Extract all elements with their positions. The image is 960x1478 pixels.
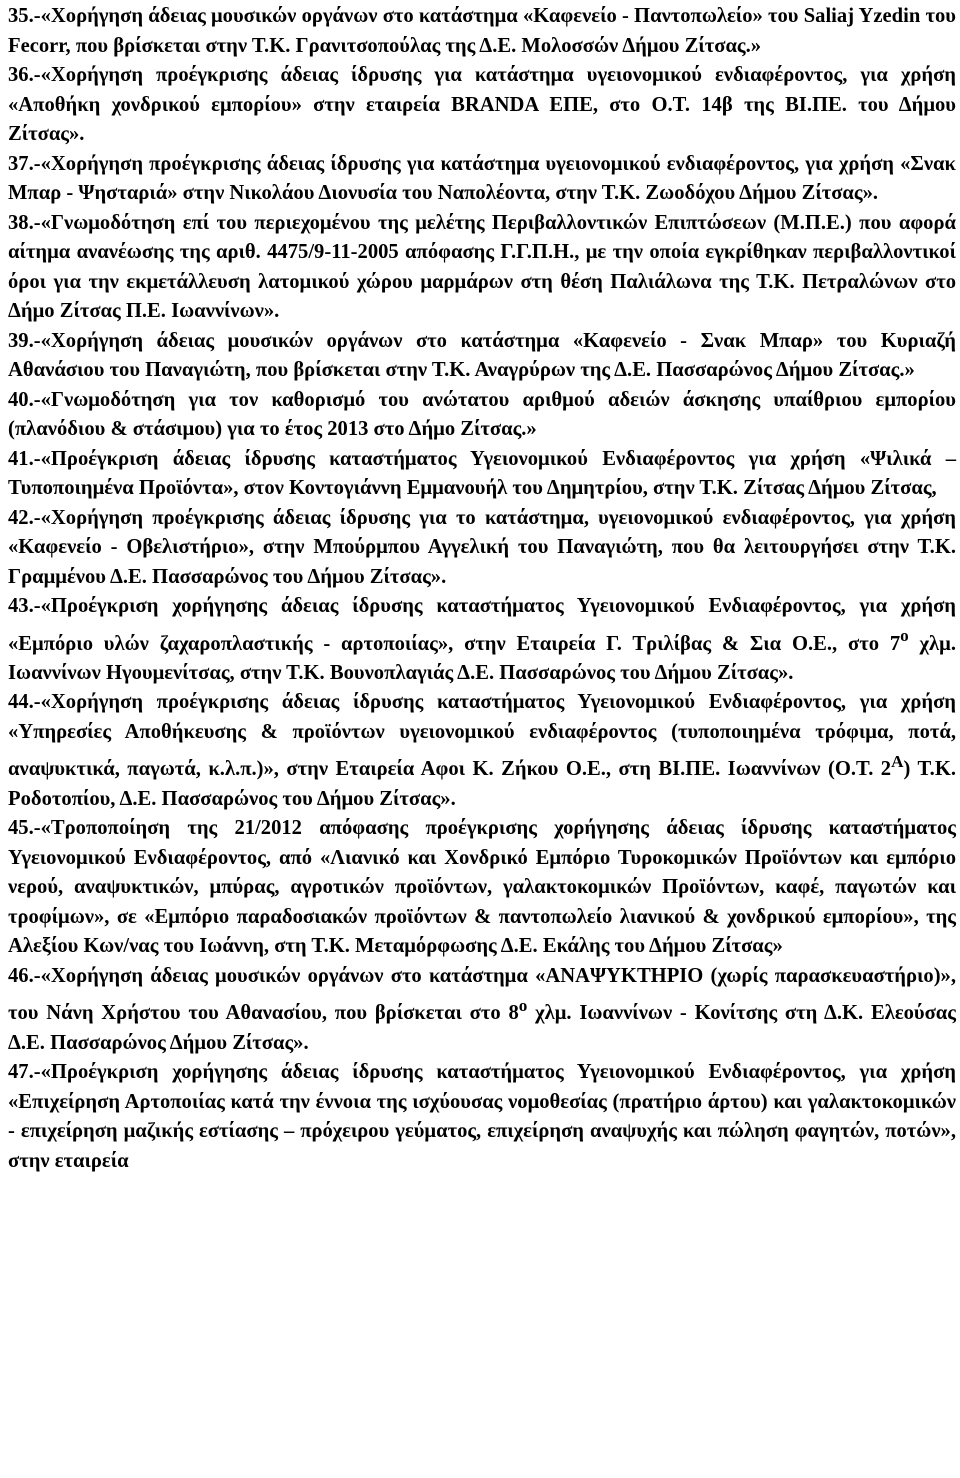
item-number: 38.: [8, 211, 34, 234]
item-text: -«Χορήγηση προέγκρισης άδειας ίδρυσης για κατάστημα υγειονομικού ενδιαφέροντος, για χρήση «Σνακ Μπαρ - Ψησταριά» στην Νικολάου Διονυσία του Ναπολέοντα, στην Τ.Κ. Ζωοδόχου Δήμου Ζίτσας».: [8, 152, 956, 204]
item-text: -«Προέγκριση άδειας ίδρυσης καταστήματος Υγειονομικού Ενδιαφέροντος για χρήση «Ψιλικά – Τυποποιημένα Προϊόντα», στον Κοντογιάννη Εμμανουήλ του Δημητρίου, στην Τ.Κ. Ζίτσας Δήμου Ζίτσας,: [8, 447, 956, 499]
superscript: Α: [891, 752, 904, 772]
item-text: -«Χορήγηση άδειας μουσικών οργάνων στο κατάστημα «Καφενείο - Σνακ Μπαρ» του Κυριαζή Αθανάσιου του Παναγιώτη, που βρίσκεται στην Τ.Κ. Αναγρύρων της Δ.Ε. Πασσαρώνος Δήμου Ζίτσας.»: [8, 329, 956, 381]
item-text: -«Τροποποίηση της 21/2012 απόφασης προέγκρισης χορήγησης άδειας ίδρυσης καταστήματος Υγειονομικού Ενδιαφέροντος, από «Λιανικό και Χονδρικό Εμπόριο Τυροκομικών Προϊόντων και εμπόριο νερού, αναψυκτικών, μπύρας, αγροτικών προϊόντων, γαλακτοκομικών Προϊόντων, καφέ, παγωτών και τροφίμων», σε «Εμπόριο παραδοσιακών προϊόντων & παντοπωλείο λιανικού & χονδρικού εμπορίου», της Αλεξίου Κων/νας του Ιωάννη, στη Τ.Κ. Μεταμόρφωσης Δ.Ε. Εκάλης του Δήμου Ζίτσας»: [8, 817, 956, 958]
item-number: 41.: [8, 447, 34, 470]
item-text-continued: ) Τ.Κ. Ροδοτοπίου, Δ.Ε. Πασσαρώνος του Δήμου Ζίτσας».: [8, 758, 956, 810]
agenda-item-39: [8, 327, 956, 386]
document-page: [8, 2, 956, 1176]
agenda-item-46: [8, 962, 956, 1058]
item-number: 36.: [8, 64, 34, 86]
item-text: -«Χορήγηση προέγκρισης άδειας ίδρυσης καταστήματος Υγειονομικού Ενδιαφέροντος, για χρήση «Υπηρεσίες Αποθήκευσης & προϊόντων υγειονομικού ενδιαφέροντος (τυποποιημένα τρόφιμα, ποτά, αναψυκτικά, παγωτά, κ.λ.π.)», στην Εταιρεία Αφοι Κ. Ζήκου Ο.Ε., στη ΒΙ.ΠΕ. Ιωαννίνων (Ο.Τ. 2: [8, 691, 956, 781]
item-text: -«Χορήγηση άδειας μουσικών οργάνων στο κατάστημα «ΑΝΑΨΥΚΤΗΡΙΟ (χωρίς παρασκευαστήριο)», του Νάνη Χρήστου του Αθανασίου, που βρίσκεται στο 8: [8, 964, 956, 1025]
agenda-item-37: [8, 150, 956, 209]
item-text: -«Γνωμοδότηση επί του περιεχομένου της μελέτης Περιβαλλοντικών Επιπτώσεων (Μ.Π.Ε.) που αφορά αίτημα ανανέωσης της αριθ. 4475/9-11-2005 απόφασης Γ.Γ.Π.Η., με την οποία εγκρίθηκαν περιβαλλοντικοί όροι για την εκμετάλλευση λατομικού χώρου μαρμάρων στη θέση Παλιάλωνα της Τ.Κ. Πετραλώνων στο Δήμο Ζίτσας Π.Ε. Ιωαννίνων».: [8, 211, 956, 322]
item-text: -«Προέγκριση χορήγησης άδειας ίδρυσης καταστήματος Υγειονομικού Ενδιαφέροντος, για χρήση «Εμπόριο υλών ζαχαροπλαστικής - αρτοποιίας», στην Εταιρεία Γ. Τριλίβας & Σια Ο.Ε., στο 7: [8, 595, 956, 655]
item-text: -«Γνωμοδότηση για τον καθορισμό του ανώτατου αριθμού αδειών άσκησης υπαίθριου εμπορίου (πλανόδιου & στάσιμου) για το έτος 2013 στο Δήμο Ζίτσας.»: [8, 388, 956, 440]
item-number: 35.: [8, 5, 34, 27]
item-text: -«Χορήγηση άδειας μουσικών οργάνων στο κατάστημα «Καφενείο - Παντοπωλείο» του Saliaj Yzedin του Fecorr, που βρίσκεται στην Τ.Κ. Γρανιτσοπούλας της Δ.Ε. Μολοσσών Δήμου Ζίτσας.»: [8, 5, 956, 57]
item-number: 37.: [8, 152, 34, 175]
item-number: 39.: [8, 329, 34, 352]
item-number: 43.: [8, 595, 34, 617]
item-text: -«Χορήγηση προέγκρισης άδειας ίδρυσης για το κατάστημα, υγειονομικού ενδιαφέροντος, για χρήση «Καφενείο - Οβελιστήριο», στην Μπούρμπου Αγγελική του Παναγιώτη, που θα λειτουργήσει στην Τ.Κ. Γραμμένου Δ.Ε. Πασσαρώνος του Δήμου Ζίτσας».: [8, 506, 956, 588]
item-number: 46.: [8, 964, 34, 987]
agenda-item-47: [8, 1058, 956, 1176]
agenda-item-42: [8, 504, 956, 593]
item-text: -«Προέγκριση χορήγησης άδειας ίδρυσης καταστήματος Υγειονομικού Ενδιαφέροντος, για χρήση «Επιχείρηση Αρτοποιίας κατά την έννοια της ισχύουσας νομοθεσίας (πρατήριο άρτου) και γαλακτοκομικών - επιχείρηση μαζικής εστίασης – πρόχειρου γεύματος, επιχείρηση αναψυχής και πώληση φαγητών, ποτών», στην εταιρεία: [8, 1061, 956, 1172]
agenda-item-45: [8, 814, 956, 962]
agenda-item-38: [8, 209, 956, 327]
agenda-item-41: [8, 445, 956, 504]
superscript: ο: [518, 996, 528, 1016]
agenda-item-40: [8, 386, 956, 445]
item-text-continued: χλμ. Ιωαννίνων - Κονίτσης στη Δ.Κ. Ελεούσας Δ.Ε. Πασσαρώνος Δήμου Ζίτσας».: [8, 1002, 956, 1054]
agenda-item-35: [8, 2, 956, 61]
agenda-item-44: [8, 688, 956, 814]
item-number: 42.: [8, 506, 34, 529]
item-number: 44.: [8, 691, 34, 714]
item-number: 45.: [8, 817, 34, 840]
agenda-item-36: [8, 61, 956, 150]
item-text: -«Χορήγηση προέγκρισης άδειας ίδρυσης για κατάστημα υγειονομικού ενδιαφέροντος, για χρήση «Αποθήκη χονδρικού εμπορίου» στην εταιρεία BRANDA ΕΠΕ, στο Ο.Τ. 14β της ΒΙ.ΠΕ. του Δήμου Ζίτσας».: [8, 64, 956, 145]
item-number: 47.: [8, 1061, 34, 1084]
item-text-continued: χλμ. Ιωαννίνων Ηγουμενίτσας, στην Τ.Κ. Βουνοπλαγιάς Δ.Ε. Πασσαρώνος του Δήμου Ζίτσας».: [8, 632, 956, 684]
agenda-item-43: [8, 592, 956, 688]
superscript: ο: [900, 626, 909, 646]
item-number: 40.: [8, 388, 34, 411]
